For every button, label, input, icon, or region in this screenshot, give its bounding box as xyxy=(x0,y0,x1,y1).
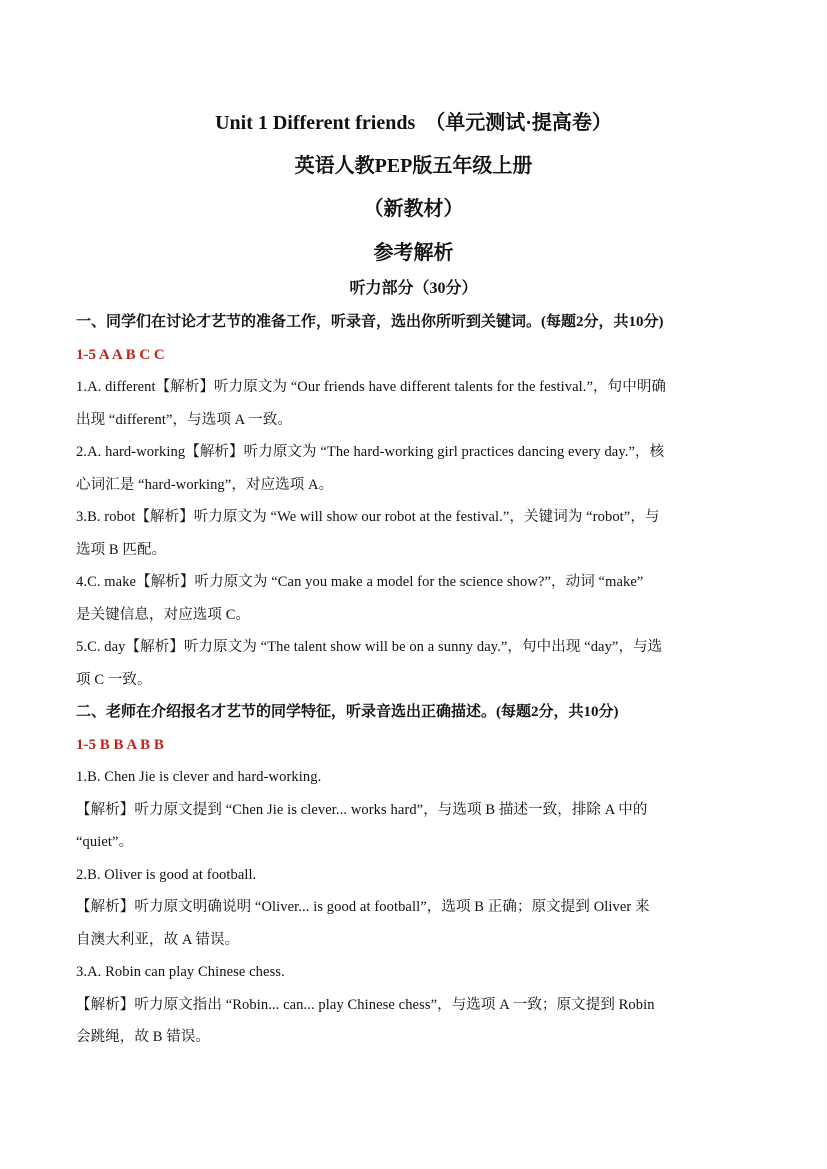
document-subtitle-edition: （新教材） xyxy=(363,198,464,220)
section2-line: 自澳大利亚，故 A 错误。 xyxy=(76,932,240,948)
section2-line: 1.B. Chen Jie is clever and hard-working. xyxy=(76,769,322,785)
section1-line: 项 C 一致。 xyxy=(76,672,152,688)
listening-part-heading: 听力部分（30分） xyxy=(349,280,478,297)
section1-line: 出现 “different”，与选项 A 一致。 xyxy=(76,412,292,428)
section1-line: 5.C. day【解析】听力原文为 “The talent show will be on a sunny day.”，句中出现 “day”，与选 xyxy=(76,639,663,655)
section2-answer-key: 1-5 B B A B B xyxy=(76,737,164,753)
section1-line: 是关键信息，对应选项 C。 xyxy=(76,607,251,623)
section1-answer-key: 1-5 A A B C C xyxy=(76,347,165,363)
section1-line: 3.B. robot【解析】听力原文为 “We will show our robot at the festival.”，关键词为 “robot”，与 xyxy=(76,509,660,525)
document-title: Unit 1 Different friends （单元测试·提高卷） xyxy=(215,112,612,134)
section1-line: 1.A. different【解析】听力原文为 “Our friends have different talents for the festival.”，句中明确 xyxy=(76,379,667,395)
section1-line: 心词汇是 “hard-working”，对应选项 A。 xyxy=(76,477,334,493)
section2-line: 【解析】听力原文指出 “Robin... can... play Chinese chess”，与选项 A 一致；原文提到 Robin xyxy=(76,997,655,1013)
document-subtitle-grade: 英语人教PEP版五年级上册 xyxy=(294,155,533,177)
section2-line: 【解析】听力原文明确说明 “Oliver... is good at football”，选项 B 正确；原文提到 Oliver 来 xyxy=(76,899,650,915)
section2-line: 会跳绳，故 B 错误。 xyxy=(76,1029,211,1045)
section1-heading: 一、同学们在讨论才艺节的准备工作，听录音，选出你所听到关键词。(每题2分，共10分) xyxy=(76,314,664,330)
section2-heading: 二、老师在介绍报名才艺节的同学特征，听录音选出正确描述。(每题2分，共10分) xyxy=(76,704,619,720)
section2-line: “quiet”。 xyxy=(76,834,134,850)
section2-line: 2.B. Oliver is good at football. xyxy=(76,867,257,883)
section2-line: 3.A. Robin can play Chinese chess. xyxy=(76,964,285,980)
section1-line: 4.C. make【解析】听力原文为 “Can you make a model for the science show?”，动词 “make” xyxy=(76,574,644,590)
section1-line: 选项 B 匹配。 xyxy=(76,542,167,558)
section1-line: 2.A. hard-working【解析】听力原文为 “The hard-working girl practices dancing every day.”，核 xyxy=(76,444,665,460)
document-subtitle-answers: 参考解析 xyxy=(373,242,454,264)
section2-line: 【解析】听力原文提到 “Chen Jie is clever... works hard”，与选项 B 描述一致，排除 A 中的 xyxy=(76,802,648,818)
